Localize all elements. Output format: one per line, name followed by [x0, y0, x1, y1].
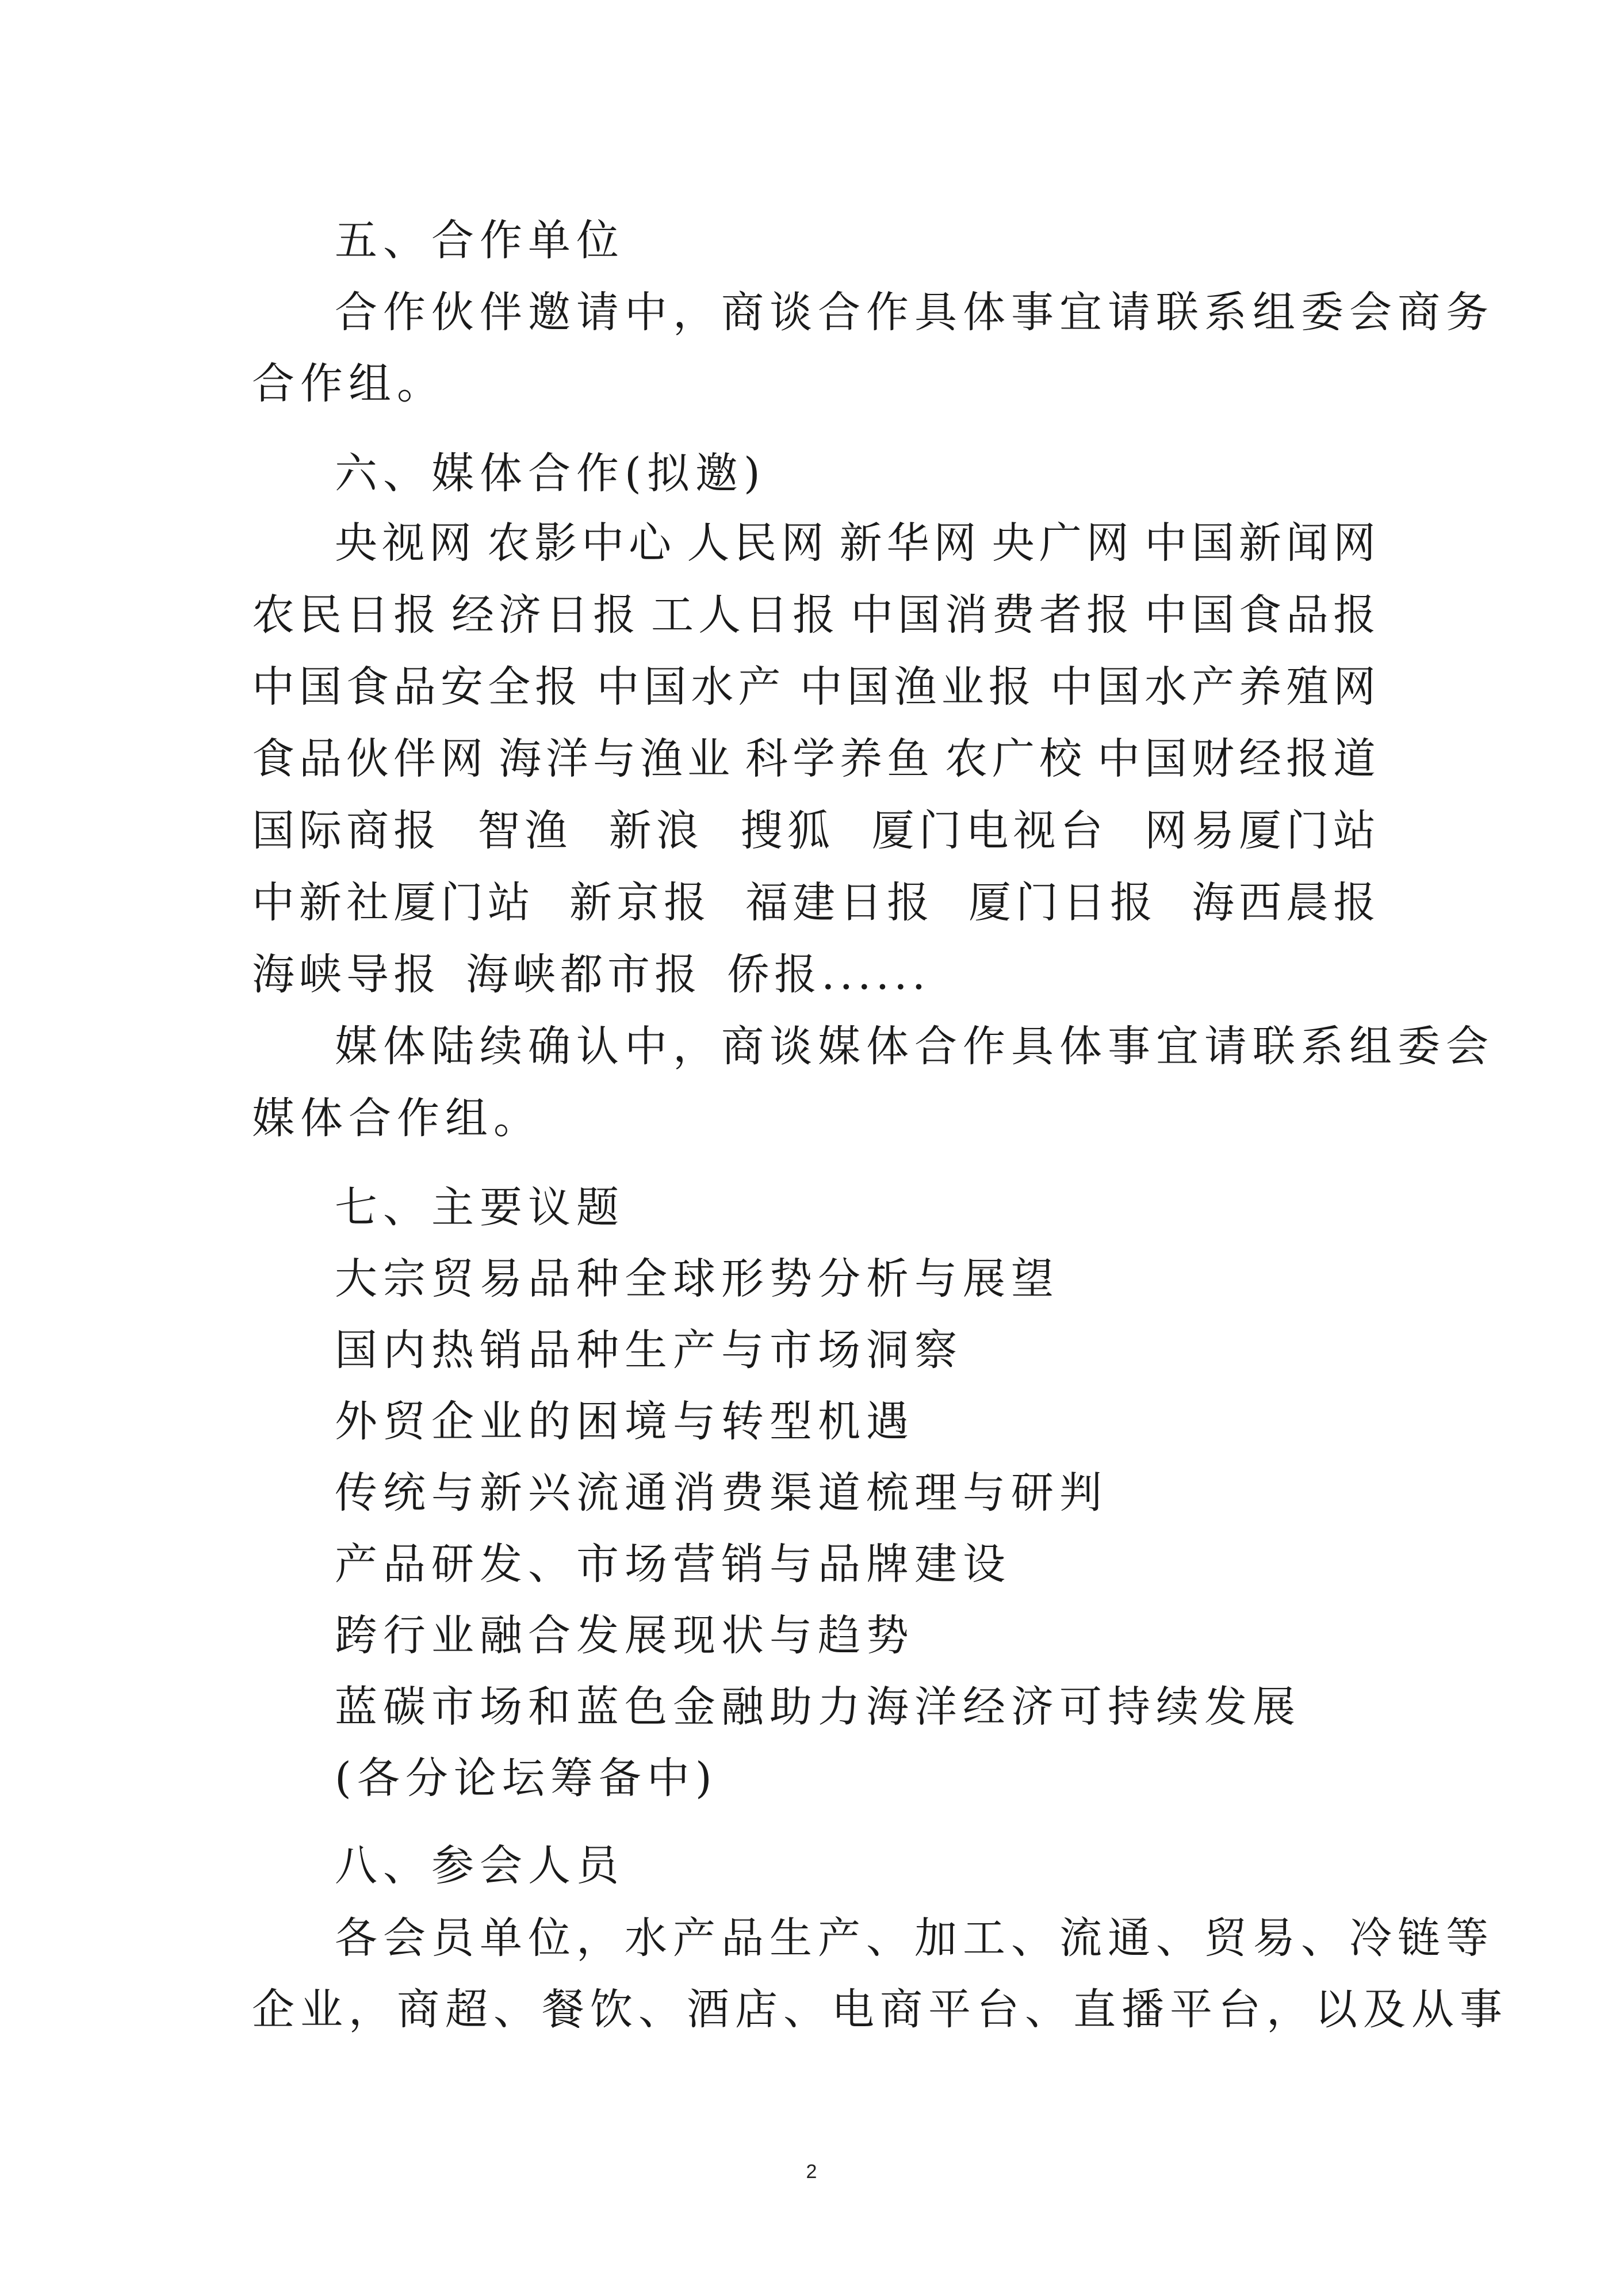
media-item: 海西晨报 — [1192, 878, 1380, 927]
media-item: 中国食品安全报 — [252, 662, 582, 712]
media-item: 央视网 — [335, 518, 476, 568]
paragraph-line: 合作组。 — [252, 359, 445, 408]
section-heading-main-topics: 七、主要议题 — [335, 1183, 625, 1232]
media-item: 侨报...... — [727, 950, 931, 999]
topic-item: 传统与新兴流通消费渠道梳理与研判 — [335, 1468, 1108, 1518]
media-item: 厦门电视台 — [871, 806, 1108, 855]
media-list-row — [252, 878, 1380, 927]
paragraph-line: 媒体陆续确认中，商谈媒体合作具体事宜请联系组委会 — [335, 1022, 1494, 1071]
media-item: 中国新闻网 — [1144, 518, 1380, 568]
media-item: 科学养鱼 — [745, 734, 934, 784]
media-list-row — [252, 734, 1380, 784]
section-heading-cooperation-units: 五、合作单位 — [335, 216, 625, 265]
media-item: 新华网 — [839, 518, 981, 568]
media-item: 搜狐 — [740, 806, 835, 855]
topic-item: 跨行业融合发展现状与趋势 — [335, 1611, 914, 1660]
media-item: 海峡都市报 — [466, 950, 702, 999]
media-item: 福建日报 — [745, 878, 934, 927]
paragraph-line: 各会员单位，水产品生产、加工、流通、贸易、冷链等 — [335, 1913, 1494, 1963]
media-item: 中新社厦门站 — [252, 878, 535, 927]
media-item: 海洋与渔业 — [499, 734, 734, 784]
media-item: 经济日报 — [451, 590, 640, 640]
media-list-row — [252, 662, 1380, 712]
media-item: 工人日报 — [651, 590, 840, 640]
media-item: 中国食品报 — [1144, 590, 1380, 640]
media-item: 央广网 — [992, 518, 1134, 568]
media-item: 中国财经报道 — [1097, 734, 1380, 784]
media-item: 厦门日报 — [969, 878, 1157, 927]
media-item: 农民日报 — [252, 590, 441, 640]
paragraph-line: 媒体合作组。 — [252, 1094, 542, 1143]
section-heading-participants: 八、参会人员 — [335, 1841, 625, 1890]
media-item: 农广校 — [945, 734, 1086, 784]
media-item: 人民网 — [687, 518, 829, 568]
topic-item: 蓝碳市场和蓝色金融助力海洋经济可持续发展 — [335, 1682, 1301, 1732]
media-item: 食品伙伴网 — [252, 734, 488, 784]
media-list-row — [252, 590, 1380, 640]
paragraph-line: 合作伙伴邀请中，商谈合作具体事宜请联系组委会商务 — [335, 288, 1494, 337]
media-list-row — [252, 950, 1380, 999]
section-heading-media-cooperation: 六、媒体合作(拟邀) — [335, 449, 766, 498]
paragraph-line: 企业，商超、餐饮、酒店、电商平台、直播平台，以及从事 — [252, 1985, 1508, 2034]
media-item: 中国水产 — [596, 662, 786, 712]
media-item: 新京报 — [569, 878, 711, 927]
media-list-row — [252, 806, 1380, 855]
topic-item: 大宗贸易品种全球形势分析与展望 — [335, 1254, 1059, 1304]
media-list-row — [335, 518, 1380, 568]
media-item: 中国渔业报 — [799, 662, 1036, 712]
media-item: 智渔 — [477, 806, 572, 855]
media-item: 海峡导报 — [252, 950, 441, 999]
topic-item: 外贸企业的困境与转型机遇 — [335, 1397, 914, 1446]
topic-item: 国内热销品种生产与市场洞察 — [335, 1325, 963, 1375]
media-item: 新浪 — [608, 806, 703, 855]
media-item: 国际商报 — [252, 806, 441, 855]
topic-note: (各分论坛筹备中) — [335, 1753, 718, 1803]
media-item: 中国消费者报 — [851, 590, 1134, 640]
media-item: 中国水产养殖网 — [1050, 662, 1380, 712]
media-item: 网易厦门站 — [1144, 806, 1380, 855]
topic-item: 产品研发、市场营销与品牌建设 — [335, 1539, 1011, 1589]
page-number: 2 — [806, 2161, 817, 2183]
media-item: 农影中心 — [487, 518, 676, 568]
